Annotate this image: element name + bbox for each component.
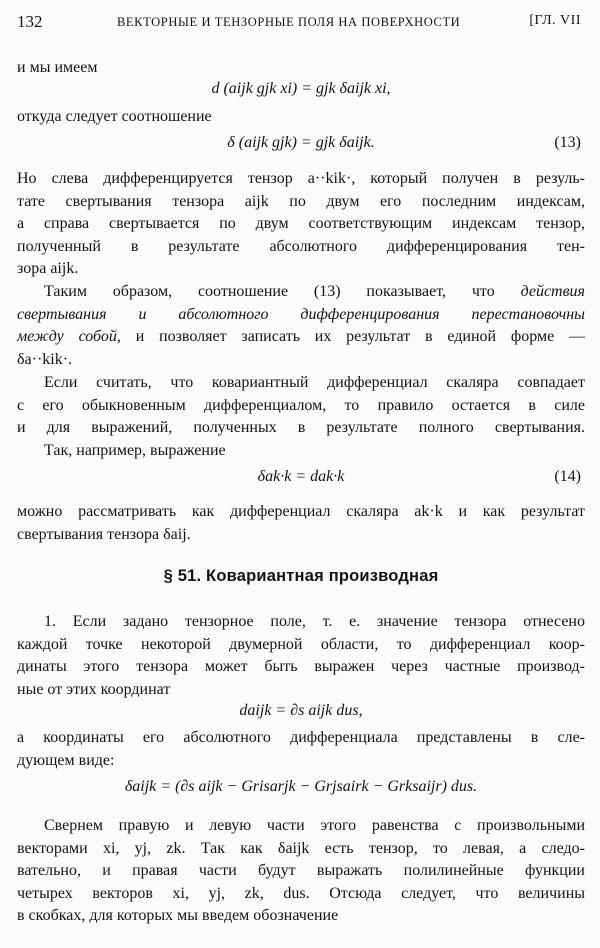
text-line: и мы имеем [17, 59, 98, 76]
formula: daijk = ∂s aijk dus, [239, 702, 363, 719]
text-line: векторами xi, yj, zk. Так как δaijk есть тензор, то левая, а следо- [17, 840, 585, 857]
page-header [17, 10, 585, 38]
formula: δaijk = (∂s aijk − Grisarjk − Grjsairk − Grksaijr) dus. [124, 778, 478, 795]
text-line [17, 304, 585, 325]
text-line: полученный в результате абсолютного дифференцирования тен- [17, 238, 585, 255]
text-line: каждой точке некоторой двумерной области, то дифференциал коор- [17, 636, 585, 653]
text-line: Так, например, выражение [44, 442, 226, 459]
text-line: динаты этого тензора может быть выражен через частные производ- [17, 658, 585, 675]
text-line: а координаты его абсолютного дифференциала представлены в сле- [17, 729, 585, 746]
page-number: 132 [17, 12, 43, 31]
book-page [17, 10, 586, 924]
running-title: ВЕКТОРНЫЕ И ТЕНЗОРНЫЕ ПОЛЯ НА ПОВЕРХНОСТИ [117, 15, 461, 29]
text-line: Свернем правую и левую части этого равенства с произвольными [44, 817, 585, 834]
text-span: , и позволяет записать их результат в единой форме — [116, 328, 586, 345]
text-line: с его обыкновенным дифференциалом, то правило остается в силе [17, 397, 585, 414]
equation-number: (13) [554, 134, 581, 151]
text-line: Но слева дифференцируется тензор a··kik·, который получен в резуль- [17, 170, 585, 187]
text-line [17, 281, 585, 302]
text-line: Если считать, что ковариантный дифференциал скаляра совпадает [44, 374, 585, 391]
text-line: дующем виде: [17, 752, 115, 769]
emphasis: свертывания и абсолютного дифференцирования перестановочны [17, 306, 585, 323]
text-line: свертывания тензора δaij. [17, 526, 191, 543]
chapter-label: [ГЛ. VII [529, 13, 581, 28]
text-line: вательно, и правая части будут выражать полилинейные функции [17, 862, 585, 879]
text-span: Таким образом, соотношение (13) показывает, что [44, 283, 495, 300]
text-line: четырех векторов xi, yj, zk, dus. Отсюда следует, что величины [17, 885, 585, 902]
text-line: δa··kik·. [17, 351, 73, 368]
emphasis: между собой [17, 328, 117, 345]
text-line: зора aijk. [17, 260, 79, 277]
text-line: ные от этих координат [17, 681, 171, 698]
formula-14 [17, 468, 585, 486]
equation-number: (14) [554, 468, 581, 485]
formula-13 [17, 134, 585, 152]
text-line: тате свертывания тензора aijk по двум его последним индексам, [17, 193, 585, 210]
emphasis: действия [520, 283, 585, 300]
formula-text: δak·k = dak·k [257, 468, 345, 485]
section-heading: § 51. Ковариантная производная [163, 567, 439, 585]
text-line: в скобках, для которых мы введем обозначение [17, 907, 339, 924]
text-line: и для выражений, полученных в результате полного свертывания. [17, 419, 585, 436]
text-line: а справа свертывается по двум соответствующим индексам тензор, [17, 215, 585, 232]
text-line [17, 326, 585, 347]
text-line: откуда следует соотношение [17, 108, 212, 125]
formula-text: δ (aijk gjk) = gjk δaijk. [227, 134, 375, 151]
text-line: можно рассматривать как дифференциал скаляра ak·k и как результат [17, 503, 585, 520]
text-line: 1. Если задано тензорное поле, т. е. значение тензора отнесено [44, 613, 585, 630]
formula: d (aijk gjk xi) = gjk δaijk xi, [211, 80, 391, 97]
